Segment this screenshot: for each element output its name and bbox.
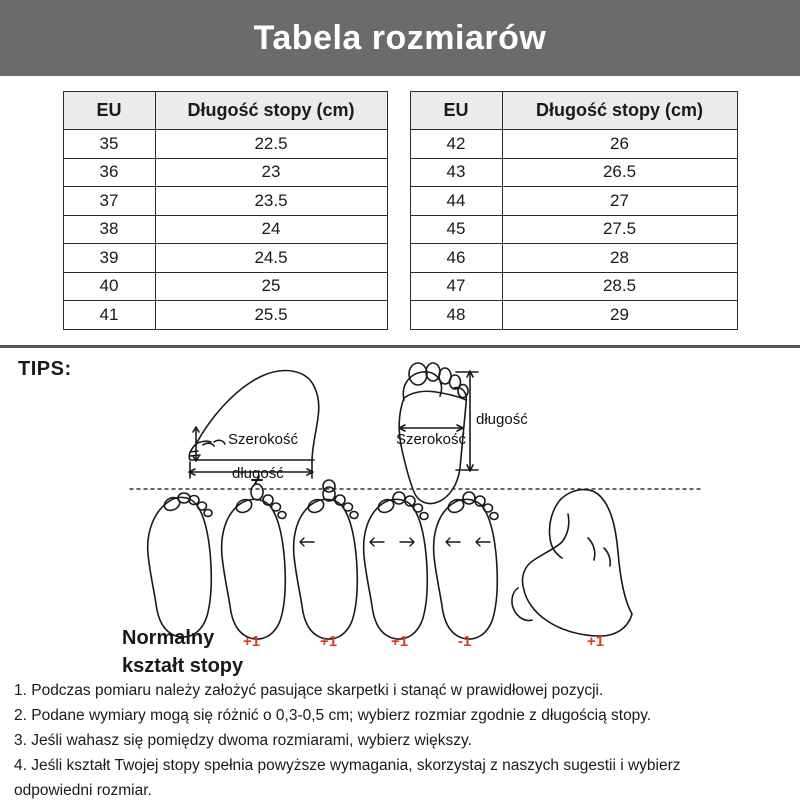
cell-length: 25.5 <box>155 301 387 330</box>
normal-foot-shape-label <box>122 624 254 680</box>
cell-eu: 37 <box>63 187 155 216</box>
foot-mark-2: +1 <box>320 633 338 650</box>
cell-eu: 36 <box>63 158 155 187</box>
cell-length: 23 <box>155 158 387 187</box>
page-title: Tabela rozmiarów <box>253 18 547 57</box>
table-row <box>63 272 387 301</box>
table-row <box>63 244 387 273</box>
cell-length: 24.5 <box>155 244 387 273</box>
cell-length: 22.5 <box>155 130 387 159</box>
cell-eu: 45 <box>410 215 502 244</box>
label-side-width: Szerokość <box>228 431 299 448</box>
table-row <box>410 187 737 216</box>
cell-length: 29 <box>502 301 737 330</box>
size-table-right <box>410 91 738 330</box>
table-header-row <box>410 92 737 130</box>
note-item: 4. Jeśli kształt Twojej stopy spełnia powyższe wymagania, skorzystaj z naszych sugestii i wybierz <box>14 757 681 774</box>
foot-shape-flat-icon <box>434 492 498 639</box>
cell-eu: 44 <box>410 187 502 216</box>
cell-length: 26 <box>502 130 737 159</box>
foot-shape-narrow-icon <box>364 492 428 639</box>
cell-eu: 42 <box>410 130 502 159</box>
label-top-length: długość <box>476 411 528 428</box>
table-row <box>410 244 737 273</box>
label-top-width: Szerokość <box>396 431 467 448</box>
table-row <box>63 158 387 187</box>
cell-length: 26.5 <box>502 158 737 187</box>
cell-eu: 35 <box>63 130 155 159</box>
foot-mark-1: +1 <box>243 633 261 650</box>
cell-eu: 43 <box>410 158 502 187</box>
table-row <box>63 301 387 330</box>
cell-length: 27.5 <box>502 215 737 244</box>
foot-shape-long-second-toe-icon <box>222 476 286 639</box>
tips-label: TIPS: <box>18 358 72 380</box>
note-item: 1. Podczas pomiaru należy założyć pasujące skarpetki i stanąć w prawidłowej pozycji. <box>14 682 604 699</box>
size-tables-container <box>0 76 800 330</box>
note-item: 2. Podane wymiary mogą się różnić o 0,3-0,5 cm; wybierz rozmiar zgodnie z długością stopy. <box>14 707 652 724</box>
foot-mark-4: -1 <box>458 633 472 650</box>
cell-length: 27 <box>502 187 737 216</box>
cell-eu: 48 <box>410 301 502 330</box>
table-row <box>63 215 387 244</box>
cell-length: 28.5 <box>502 272 737 301</box>
size-table-left <box>63 91 388 330</box>
foot-mark-5: +1 <box>587 633 605 650</box>
cell-length: 23.5 <box>155 187 387 216</box>
normal-foot-shape-line2: kształt stopy <box>122 655 244 677</box>
cell-eu: 38 <box>63 215 155 244</box>
table-row <box>410 130 737 159</box>
cell-eu: 40 <box>63 272 155 301</box>
foot-shape-wide-icon <box>294 480 358 639</box>
cell-eu: 41 <box>63 301 155 330</box>
cell-length: 28 <box>502 244 737 273</box>
column-header-length: Długość stopy (cm) <box>155 92 387 130</box>
notes-list <box>14 680 789 805</box>
normal-foot-shape-line1: Normalny <box>122 627 215 649</box>
foot-mark-3: +1 <box>391 633 409 650</box>
note-item-continuation: odpowiedni rozmiar. <box>14 782 152 799</box>
cell-eu: 39 <box>63 244 155 273</box>
cell-eu: 47 <box>410 272 502 301</box>
table-row <box>410 158 737 187</box>
section-divider <box>0 345 800 348</box>
foot-profile-high-arch-icon <box>512 490 632 636</box>
page-header <box>0 0 800 76</box>
cell-length: 25 <box>155 272 387 301</box>
cell-eu: 46 <box>410 244 502 273</box>
table-row <box>410 272 737 301</box>
table-row <box>410 215 737 244</box>
table-header-row <box>63 92 387 130</box>
column-header-eu: EU <box>63 92 155 130</box>
table-row <box>410 301 737 330</box>
foot-shape-normal-icon <box>148 493 212 637</box>
column-header-eu: EU <box>410 92 502 130</box>
label-side-length: długość <box>232 465 284 482</box>
column-header-length: Długość stopy (cm) <box>502 92 737 130</box>
foot-side-view-icon <box>189 371 319 462</box>
table-row <box>63 187 387 216</box>
table-row <box>63 130 387 159</box>
cell-length: 24 <box>155 215 387 244</box>
note-item: 3. Jeśli wahasz się pomiędzy dwoma rozmiarami, wybierz większy. <box>14 732 472 749</box>
